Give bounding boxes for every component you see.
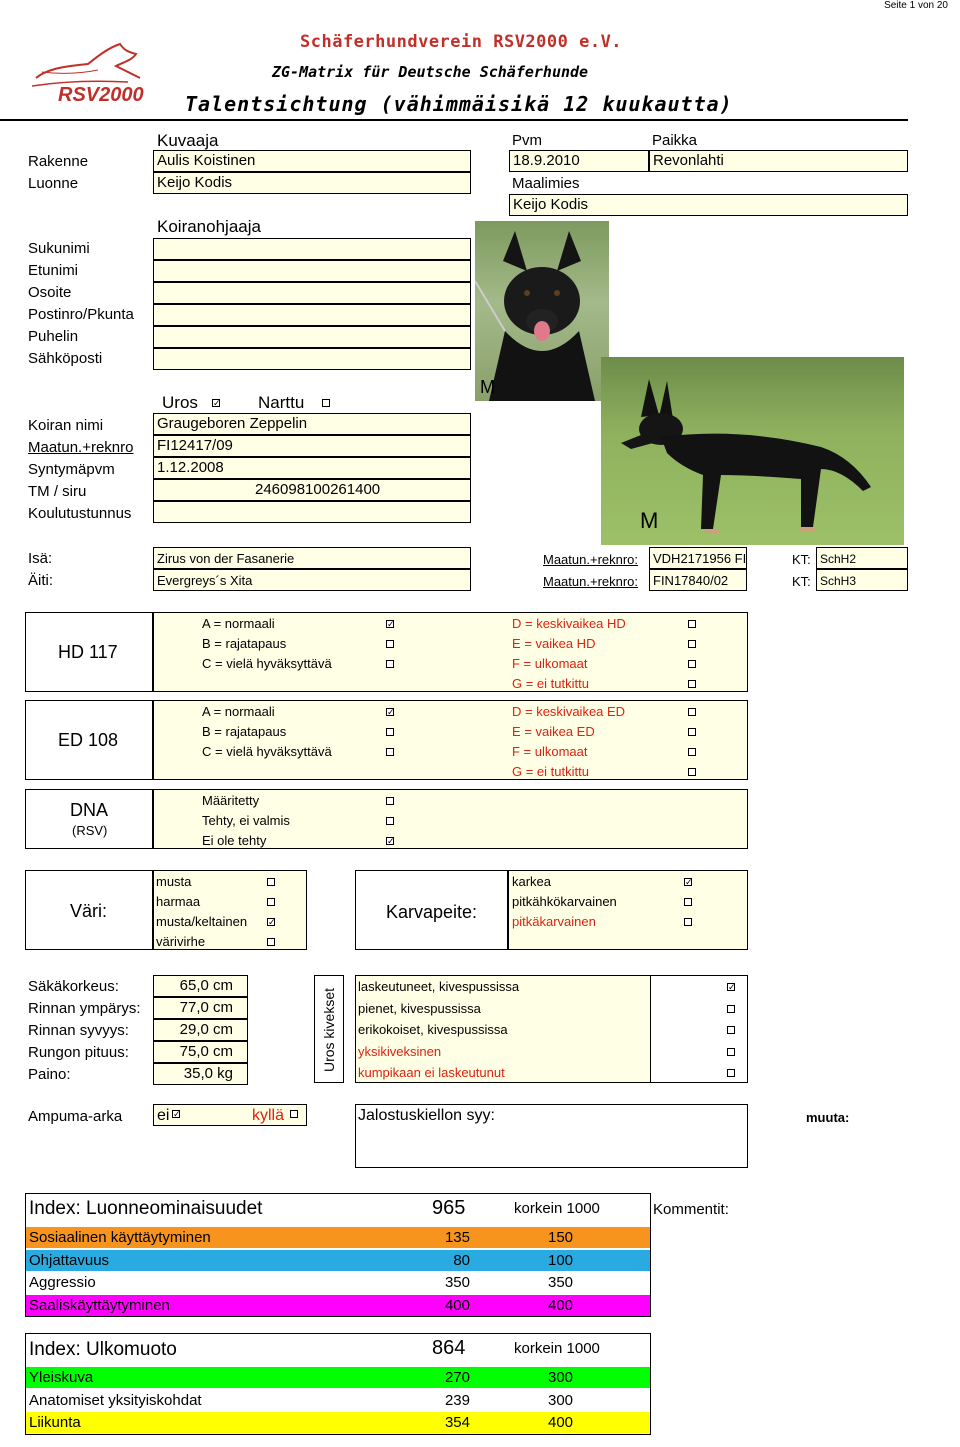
color-label: Väri:: [70, 901, 108, 921]
dog-head-photo: [475, 221, 609, 401]
ed-option-label: A = normaali: [202, 704, 275, 719]
index2-row-label: Liikunta: [29, 1414, 81, 1431]
hd-option-checkbox[interactable]: [386, 660, 394, 668]
ed-label: ED 108: [58, 730, 119, 750]
subtitle: ZG-Matrix für Deutsche Schäferhunde: [272, 63, 589, 81]
narttu-label: Narttu: [258, 393, 305, 412]
sire-label: Isä:: [28, 550, 53, 567]
index1-row-label: Sosiaalinen käyttäytyminen: [29, 1229, 211, 1246]
index2-row-score: 239: [444, 1391, 470, 1409]
gun-label: Ampuma-arka: [28, 1108, 123, 1125]
hd-option-checkbox[interactable]: [688, 660, 696, 668]
dna-option-label: Tehty, ei valmis: [202, 813, 290, 828]
hd-option-label: E = vaikea HD: [512, 636, 596, 651]
hd-label: HD 117: [58, 642, 118, 662]
coat-option-label: pitkäkarvainen: [512, 914, 596, 929]
ed-option-label: C = vielä hyväksyttävä: [202, 744, 332, 759]
dog-name-field[interactable]: Graugeboren Zeppelin: [153, 413, 471, 435]
ed-option-checkbox[interactable]: [688, 708, 696, 716]
handler-field[interactable]: [153, 326, 471, 348]
dog-name-label: Koiran nimi: [28, 417, 104, 434]
testicles-option-label: erikokoiset, kivespussissa: [358, 1022, 508, 1037]
index1-row-score: 80: [453, 1251, 470, 1269]
handler-field[interactable]: [153, 238, 471, 260]
index1-max: korkein 1000: [514, 1200, 600, 1217]
handler-label: Etunimi: [28, 262, 79, 279]
dam-reg-field[interactable]: FIN17840/02: [649, 569, 747, 591]
dam-label: Äiti:: [28, 572, 54, 589]
sire-reg-label: Maatun.+reknro:: [543, 552, 639, 567]
index2-row-score: 354: [444, 1414, 470, 1431]
logo-text: RSV2000: [58, 84, 144, 106]
dna-option-checkbox[interactable]: [386, 837, 394, 845]
reg-label: Maatun.+reknro: [28, 439, 134, 456]
kuvaaja-label: Kuvaaja: [157, 131, 219, 150]
pvm-field[interactable]: 18.9.2010: [509, 150, 649, 172]
ed-option-checkbox[interactable]: [386, 748, 394, 756]
dna-option-label: Ei ole tehty: [202, 833, 267, 848]
index1-row-score: 135: [444, 1229, 470, 1246]
testicles-option-checkbox[interactable]: [727, 1026, 735, 1034]
color-option-checkbox[interactable]: [267, 898, 275, 906]
pvm-label: Pvm: [512, 132, 542, 149]
color-option-checkbox[interactable]: [267, 878, 275, 886]
index1-row-label: Aggressio: [29, 1274, 96, 1291]
hd-option-label: A = normaali: [202, 616, 275, 631]
other-label: muuta:: [806, 1110, 850, 1125]
handler-field[interactable]: [153, 282, 471, 304]
coat-option-checkbox[interactable]: [684, 898, 692, 906]
dna-option-label: Määritetty: [202, 793, 260, 808]
measure-label: Paino:: [28, 1066, 71, 1083]
birth-label: Syntymäpvm: [28, 461, 115, 478]
testicles-option-label: laskeutuneet, kivespussissa: [358, 979, 520, 994]
sire-reg-field[interactable]: VDH2171956 FI: [649, 547, 747, 569]
reg-field[interactable]: FI12417/09: [153, 435, 471, 457]
handler-label: Puhelin: [28, 328, 79, 345]
hd-option-checkbox[interactable]: [688, 680, 696, 688]
index1-row-label: Ohjattavuus: [29, 1251, 110, 1269]
maalimies-field[interactable]: Keijo Kodis: [509, 194, 908, 216]
photo-mark-1: M: [480, 377, 495, 397]
hd-option-label: D = keskivaikea HD: [512, 616, 626, 631]
gun-no-checkbox[interactable]: [172, 1110, 180, 1118]
ed-option-label: E = vaikea ED: [512, 724, 595, 739]
rakenne-label: Rakenne: [28, 153, 89, 170]
hd-option-label: F = ulkomaat: [512, 656, 588, 671]
luonne-label: Luonne: [28, 175, 79, 192]
measure-label: Rinnan syvyys:: [28, 1022, 129, 1039]
measure-label: Säkäkorkeus:: [28, 978, 119, 995]
testicles-option-checkbox[interactable]: [727, 983, 735, 991]
measure-field[interactable]: 77,0 cm: [153, 997, 248, 1019]
handler-label: Osoite: [28, 284, 72, 301]
training-label: Koulutustunnus: [28, 505, 132, 522]
dam-field[interactable]: Evergreys´s Xita: [153, 569, 471, 591]
color-option-checkbox[interactable]: [267, 938, 275, 946]
measure-label: Rungon pituus:: [28, 1044, 129, 1061]
index2-max: korkein 1000: [514, 1340, 600, 1357]
birth-field[interactable]: 1.12.2008: [153, 457, 471, 479]
testicles-option-checkbox[interactable]: [727, 1005, 735, 1013]
color-option-checkbox[interactable]: [267, 918, 275, 926]
measure-field[interactable]: 65,0 cm: [153, 975, 248, 997]
handler-field[interactable]: [153, 348, 471, 370]
hd-option-checkbox[interactable]: [688, 640, 696, 648]
index1-row-max: 150: [548, 1229, 574, 1246]
handler-field[interactable]: [153, 304, 471, 326]
coat-option-label: karkea: [512, 874, 552, 889]
index1-row-max: 350: [548, 1274, 574, 1291]
handler-title: Koiranohjaaja: [157, 217, 261, 236]
gun-yes-label: kyllä: [252, 1107, 285, 1124]
coat-option-checkbox[interactable]: [684, 878, 692, 886]
ed-option-checkbox[interactable]: [688, 728, 696, 736]
ed-option-checkbox[interactable]: [688, 768, 696, 776]
handler-field[interactable]: [153, 260, 471, 282]
ed-option-checkbox[interactable]: [386, 708, 394, 716]
testicles-option-label: kumpikaan ei laskeutunut: [358, 1065, 505, 1080]
paikka-label: Paikka: [652, 132, 698, 149]
reason-label: Jalostuskiellon syy:: [358, 1107, 495, 1124]
testicles-option-checkbox[interactable]: [727, 1069, 735, 1077]
testicles-option-label: yksikiveksinen: [358, 1043, 442, 1059]
ed-option-checkbox[interactable]: [688, 748, 696, 756]
measure-field[interactable]: 35,0 kg: [153, 1063, 248, 1085]
handler-label: Sukunimi: [28, 240, 90, 257]
color-option-label: värivirhe: [156, 934, 206, 949]
dam-kt-label: KT:: [792, 574, 811, 589]
page-title: Talentsichtung (vähimmäisikä 12 kuukautta): [185, 92, 733, 116]
hd-option-label: B = rajatapaus: [202, 636, 287, 651]
index1-row-max: 100: [548, 1251, 574, 1269]
testicles-option-checkbox[interactable]: [727, 1048, 735, 1056]
sire-kt-field[interactable]: SchH2: [816, 547, 908, 569]
chip-field[interactable]: 246098100261400: [153, 479, 471, 501]
gun-no-label: ei: [157, 1107, 170, 1124]
dam-reg-label: Maatun.+reknro:: [543, 574, 639, 589]
hd-option-checkbox[interactable]: [386, 620, 394, 628]
index1-row-score: 350: [444, 1274, 470, 1291]
handler-label: Postinro/Pkunta: [28, 306, 134, 323]
maalimies-label: Maalimies: [512, 175, 580, 192]
club-logo: [28, 38, 158, 108]
coat-label: Karvapeite:: [386, 902, 478, 922]
luonne-field[interactable]: Keijo Kodis: [153, 172, 471, 194]
measure-label: Rinnan ympärys:: [28, 1000, 141, 1017]
chip-label: TM / siru: [28, 483, 87, 500]
color-option-label: musta/keltainen: [156, 914, 248, 929]
rakenne-field[interactable]: Aulis Koistinen: [153, 150, 471, 172]
photo-mark-2: M: [640, 508, 659, 533]
index2-row-bg: [26, 1412, 470, 1433]
index2-score: 864: [432, 1337, 466, 1359]
index1-row-score: 400: [444, 1296, 470, 1314]
index1-title: Index: Luonneominaisuudet: [29, 1198, 263, 1219]
index2-title: Index: Ulkomuoto: [29, 1339, 177, 1360]
dna-sublabel: (RSV): [72, 823, 108, 838]
ed-option-checkbox[interactable]: [386, 728, 394, 736]
index2-row-score: 270: [444, 1369, 470, 1386]
ed-option-label: F = ulkomaat: [512, 744, 588, 759]
testicles-label: Uros kivekset: [321, 987, 337, 1073]
hd-option-label: C = vielä hyväksyttävä: [202, 656, 332, 671]
index2-row-label: Yleiskuva: [29, 1369, 94, 1386]
uros-checkbox[interactable]: [212, 399, 220, 407]
index2-row-max: 400: [548, 1414, 574, 1431]
index2-row-label: Anatomiset yksityiskohdat: [29, 1391, 202, 1409]
ed-option-label: D = keskivaikea ED: [512, 704, 626, 719]
handler-label: Sähköposti: [28, 350, 103, 367]
testicles-option-label: pienet, kivespussissa: [358, 1000, 481, 1016]
index1-row-max: 400: [548, 1296, 574, 1314]
color-option-label: musta: [156, 874, 192, 889]
club-name: Schäferhundverein RSV2000 e.V.: [300, 32, 623, 52]
dna-option-checkbox[interactable]: [386, 817, 394, 825]
dam-kt-field[interactable]: SchH3: [816, 569, 908, 591]
sire-kt-label: KT:: [792, 552, 811, 567]
training-field[interactable]: [153, 501, 471, 523]
ed-option-label: G = ei tutkittu: [512, 764, 589, 779]
uros-label: Uros: [162, 393, 198, 412]
index1-score: 965: [432, 1197, 466, 1219]
coat-option-label: pitkähkökarvainen: [512, 894, 617, 909]
index1-row-label: Saaliskäyttäytyminen: [29, 1296, 170, 1314]
measure-field[interactable]: 75,0 cm: [153, 1041, 248, 1063]
index2-row-max: 300: [548, 1369, 574, 1386]
dna-option-checkbox[interactable]: [386, 797, 394, 805]
dna-label: DNA: [70, 800, 109, 820]
measure-field[interactable]: 29,0 cm: [153, 1019, 248, 1041]
hd-option-checkbox[interactable]: [688, 620, 696, 628]
gun-yes-checkbox[interactable]: [290, 1110, 298, 1118]
coat-option-checkbox[interactable]: [684, 918, 692, 926]
header-divider: [0, 119, 908, 121]
paikka-field[interactable]: Revonlahti: [649, 150, 908, 172]
index2-row-max: 300: [548, 1391, 574, 1409]
narttu-checkbox[interactable]: [322, 399, 330, 407]
ed-option-label: B = rajatapaus: [202, 724, 287, 739]
page-number: Seite 1 von 20: [884, 0, 948, 11]
color-option-label: harmaa: [156, 894, 201, 909]
comment-label: Kommentit:: [653, 1201, 729, 1218]
hd-option-label: G = ei tutkittu: [512, 676, 589, 691]
hd-option-checkbox[interactable]: [386, 640, 394, 648]
sire-field[interactable]: Zirus von der Fasanerie: [153, 547, 471, 569]
